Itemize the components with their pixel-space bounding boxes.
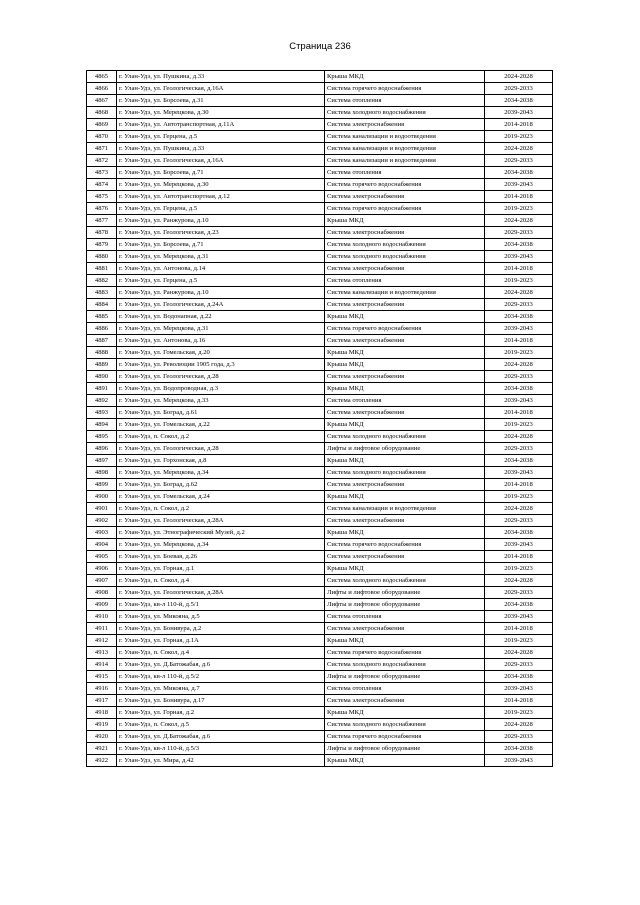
address-cell: г. Улан-Удэ, ул. Гомельская, д.20 [117,347,325,359]
table-row [87,539,553,551]
period-cell: 2014-2018 [485,407,553,419]
address-cell: г. Улан-Удэ, п. Сокол, д.2 [117,503,325,515]
period-cell: 2014-2018 [485,695,553,707]
row-number-cell: 4917 [87,695,117,707]
period-cell: 2039-2043 [485,179,553,191]
period-cell: 2029-2033 [485,371,553,383]
row-number-cell: 4874 [87,179,117,191]
period-cell: 2014-2018 [485,551,553,563]
row-number-cell: 4867 [87,95,117,107]
work-type-cell: Система отопления [325,611,485,623]
table-row [87,647,553,659]
work-type-cell: Лифты и лифтовое оборудование [325,671,485,683]
work-type-cell: Система холодного водоснабжения [325,467,485,479]
row-number-cell: 4871 [87,143,117,155]
period-cell: 2019-2023 [485,419,553,431]
row-number-cell: 4919 [87,719,117,731]
row-number-cell: 4875 [87,191,117,203]
row-number-cell: 4883 [87,287,117,299]
period-cell: 2019-2023 [485,707,553,719]
address-cell: г. Улан-Удэ, ул. Автотранспортная, д.12 [117,191,325,203]
work-type-cell: Система электроснабжения [325,695,485,707]
table-row [87,395,553,407]
page-title: Страница 236 [289,41,351,52]
period-cell: 2029-2033 [485,731,553,743]
address-cell: г. Улан-Удэ, ул. Антонова, д.16 [117,335,325,347]
table-row [87,755,553,767]
period-cell: 2034-2038 [485,743,553,755]
table-row [87,263,553,275]
period-cell: 2019-2023 [485,203,553,215]
address-cell: г. Улан-Удэ, ул. Мерецкова, д.34 [117,539,325,551]
address-cell: г. Улан-Удэ, ул. Геологическая, д.28А [117,587,325,599]
period-cell: 2039-2043 [485,539,553,551]
table-body [87,71,553,767]
row-number-cell: 4884 [87,299,117,311]
period-cell: 2034-2038 [485,95,553,107]
work-type-cell: Система отопления [325,683,485,695]
row-number-cell: 4897 [87,455,117,467]
period-cell: 2039-2043 [485,611,553,623]
row-number-cell: 4905 [87,551,117,563]
row-number-cell: 4886 [87,323,117,335]
period-cell: 2024-2028 [485,431,553,443]
row-number-cell: 4892 [87,395,117,407]
address-cell: г. Улан-Удэ, ул. Пушкина, д.33 [117,71,325,83]
work-type-cell: Крыша МКД [325,215,485,227]
address-cell: г. Улан-Удэ, ул. Боевая, д.26 [117,551,325,563]
work-type-cell: Крыша МКД [325,755,485,767]
row-number-cell: 4910 [87,611,117,623]
address-cell: г. Улан-Удэ, ул. Революции 1905 года, д.3 [117,359,325,371]
table-row [87,455,553,467]
table-row [87,719,553,731]
table-row [87,599,553,611]
address-cell: г. Улан-Удэ, п. Сокол, д.4 [117,575,325,587]
row-number-cell: 4918 [87,707,117,719]
period-cell: 2024-2028 [485,647,553,659]
period-cell: 2014-2018 [485,335,553,347]
address-cell: г. Улан-Удэ, ул. Горная, д.2 [117,707,325,719]
table-row [87,527,553,539]
work-type-cell: Лифты и лифтовое оборудование [325,587,485,599]
table-row [87,239,553,251]
address-cell: г. Улан-Удэ, ул. Ранжурова, д.10 [117,215,325,227]
table-row [87,587,553,599]
address-cell: г. Улан-Удэ, ул. Мерецкова, д.31 [117,323,325,335]
work-type-cell: Лифты и лифтовое оборудование [325,443,485,455]
address-cell: г. Улан-Удэ, ул. Ранжурова, д.10 [117,287,325,299]
row-number-cell: 4885 [87,311,117,323]
work-type-cell: Система горячего водоснабжения [325,323,485,335]
work-type-cell: Лифты и лифтовое оборудование [325,599,485,611]
work-type-cell: Система электроснабжения [325,227,485,239]
address-cell: г. Улан-Удэ, ул. Геологическая, д.24А [117,299,325,311]
work-type-cell: Система горячего водоснабжения [325,203,485,215]
table-row [87,503,553,515]
period-cell: 2034-2038 [485,455,553,467]
table-row [87,695,553,707]
address-cell: г. Улан-Удэ, ул. Пушкина, д.33 [117,143,325,155]
period-cell: 2039-2043 [485,395,553,407]
address-cell: г. Улан-Удэ, ул. Геологическая, д.28А [117,515,325,527]
table-row [87,707,553,719]
address-cell: г. Улан-Удэ, ул. Горная, д.1 [117,563,325,575]
period-cell: 2024-2028 [485,719,553,731]
table-row [87,167,553,179]
table-row [87,671,553,683]
work-type-cell: Система холодного водоснабжения [325,575,485,587]
work-type-cell: Система канализации и водоотведения [325,131,485,143]
row-number-cell: 4882 [87,275,117,287]
period-cell: 2019-2023 [485,347,553,359]
address-cell: г. Улан-Удэ, кв-л 110-й, д.5/3 [117,743,325,755]
row-number-cell: 4900 [87,491,117,503]
table-row [87,119,553,131]
period-cell: 2039-2043 [485,323,553,335]
address-cell: г. Улан-Удэ, кв-л 110-й, д.5/1 [117,599,325,611]
work-type-cell: Система холодного водоснабжения [325,431,485,443]
row-number-cell: 4914 [87,659,117,671]
work-type-cell: Крыша МКД [325,71,485,83]
period-cell: 2014-2018 [485,191,553,203]
table-row [87,155,553,167]
period-cell: 2034-2038 [485,167,553,179]
address-cell: г. Улан-Удэ, ул. Д.Батожабая, д.6 [117,731,325,743]
address-cell: г. Улан-Удэ, ул. Герцена, д.5 [117,275,325,287]
period-cell: 2034-2038 [485,671,553,683]
table-row [87,299,553,311]
table-row [87,227,553,239]
period-cell: 2024-2028 [485,359,553,371]
work-type-cell: Система холодного водоснабжения [325,659,485,671]
period-cell: 2014-2018 [485,623,553,635]
address-cell: г. Улан-Удэ, ул. Борсоева, д.71 [117,239,325,251]
period-cell: 2019-2023 [485,275,553,287]
table-row [87,431,553,443]
period-cell: 2039-2043 [485,755,553,767]
table-row [87,419,553,431]
table-row [87,443,553,455]
work-type-cell: Система электроснабжения [325,299,485,311]
work-type-cell: Система отопления [325,395,485,407]
table-row [87,611,553,623]
work-type-cell: Система канализации и водоотведения [325,503,485,515]
address-cell: г. Улан-Удэ, ул. Горхонская, д.8 [117,455,325,467]
period-cell: 2019-2023 [485,131,553,143]
period-cell: 2029-2033 [485,659,553,671]
row-number-cell: 4877 [87,215,117,227]
table-row [87,251,553,263]
table-row [87,347,553,359]
table-row [87,131,553,143]
work-type-cell: Система электроснабжения [325,335,485,347]
period-cell: 2029-2033 [485,83,553,95]
address-cell: г. Улан-Удэ, ул. Водонапная, д.22 [117,311,325,323]
period-cell: 2034-2038 [485,527,553,539]
table-row [87,479,553,491]
work-type-cell: Крыша МКД [325,707,485,719]
address-cell: г. Улан-Удэ, ул. Мерецкова, д.30 [117,179,325,191]
period-cell: 2029-2033 [485,227,553,239]
row-number-cell: 4901 [87,503,117,515]
row-number-cell: 4895 [87,431,117,443]
address-cell: г. Улан-Удэ, ул. Мерецкова, д.30 [117,107,325,119]
row-number-cell: 4906 [87,563,117,575]
work-type-cell: Система электроснабжения [325,515,485,527]
address-cell: г. Улан-Удэ, ул. Бонивура, д.17 [117,695,325,707]
address-cell: г. Улан-Удэ, ул. Автотранспортная, д.11А [117,119,325,131]
table-row [87,215,553,227]
work-type-cell: Система электроснабжения [325,119,485,131]
period-cell: 2024-2028 [485,287,553,299]
period-cell: 2024-2028 [485,215,553,227]
period-cell: 2034-2038 [485,239,553,251]
row-number-cell: 4881 [87,263,117,275]
period-cell: 2014-2018 [485,479,553,491]
period-cell: 2029-2033 [485,587,553,599]
table-row [87,743,553,755]
period-cell: 2029-2033 [485,299,553,311]
work-type-cell: Крыша МКД [325,635,485,647]
work-type-cell: Крыша МКД [325,347,485,359]
address-cell: г. Улан-Удэ, ул. Мира, д.42 [117,755,325,767]
period-cell: 2024-2028 [485,71,553,83]
work-type-cell: Система отопления [325,275,485,287]
work-type-cell: Система электроснабжения [325,551,485,563]
address-cell: г. Улан-Удэ, ул. Микояна, д.7 [117,683,325,695]
period-cell: 2024-2028 [485,503,553,515]
table-row [87,659,553,671]
row-number-cell: 4920 [87,731,117,743]
row-number-cell: 4902 [87,515,117,527]
work-type-cell: Система канализации и водоотведения [325,287,485,299]
address-cell: г. Улан-Удэ, ул. Боград, д.62 [117,479,325,491]
period-cell: 2039-2043 [485,683,553,695]
row-number-cell: 4921 [87,743,117,755]
row-number-cell: 4872 [87,155,117,167]
row-number-cell: 4880 [87,251,117,263]
work-type-cell: Крыша МКД [325,311,485,323]
work-type-cell: Крыша МКД [325,383,485,395]
table-row [87,311,553,323]
table-row [87,683,553,695]
period-cell: 2029-2033 [485,515,553,527]
address-cell: г. Улан-Удэ, ул. Мерецкова, д.33 [117,395,325,407]
table-row [87,95,553,107]
period-cell: 2019-2023 [485,563,553,575]
period-cell: 2014-2018 [485,119,553,131]
address-cell: г. Улан-Удэ, ул. Геологическая, д.16А [117,83,325,95]
work-type-cell: Система электроснабжения [325,407,485,419]
table-row [87,323,553,335]
work-type-cell: Система холодного водоснабжения [325,107,485,119]
address-cell: г. Улан-Удэ, ул. Борсоева, д.71 [117,167,325,179]
table-row [87,275,553,287]
row-number-cell: 4899 [87,479,117,491]
period-cell: 2039-2043 [485,251,553,263]
address-cell: г. Улан-Удэ, ул. Боград, д.61 [117,407,325,419]
table-row [87,71,553,83]
period-cell: 2024-2028 [485,143,553,155]
row-number-cell: 4887 [87,335,117,347]
address-cell: г. Улан-Удэ, ул. Герцена, д.5 [117,131,325,143]
table-row [87,383,553,395]
work-type-cell: Лифты и лифтовое оборудование [325,743,485,755]
address-cell: г. Улан-Удэ, кв-л 110-й, д.5/2 [117,671,325,683]
table-row [87,407,553,419]
row-number-cell: 4878 [87,227,117,239]
table-row [87,287,553,299]
row-number-cell: 4866 [87,83,117,95]
table-row [87,635,553,647]
row-number-cell: 4916 [87,683,117,695]
address-cell: г. Улан-Удэ, п. Сокол, д.5 [117,719,325,731]
address-cell: г. Улан-Удэ, ул. Мерецкова, д.34 [117,467,325,479]
work-type-cell: Система электроснабжения [325,191,485,203]
row-number-cell: 4903 [87,527,117,539]
table-row [87,551,553,563]
work-type-cell: Система канализации и водоотведения [325,143,485,155]
table-row [87,359,553,371]
address-cell: г. Улан-Удэ, ул. Гомельская, д.22 [117,419,325,431]
row-number-cell: 4870 [87,131,117,143]
period-cell: 2019-2023 [485,635,553,647]
row-number-cell: 4865 [87,71,117,83]
table-row [87,575,553,587]
address-cell: г. Улан-Удэ, ул. Микояна, д.5 [117,611,325,623]
table-row [87,335,553,347]
address-cell: г. Улан-Удэ, ул. Мерецкова, д.31 [117,251,325,263]
table-row [87,731,553,743]
row-number-cell: 4908 [87,587,117,599]
address-cell: г. Улан-Удэ, ул. Борсоева, д.31 [117,95,325,107]
row-number-cell: 4912 [87,635,117,647]
row-number-cell: 4879 [87,239,117,251]
row-number-cell: 4911 [87,623,117,635]
work-type-cell: Крыша МКД [325,419,485,431]
work-type-cell: Система холодного водоснабжения [325,719,485,731]
address-cell: г. Улан-Удэ, ул. Геологическая, д.23 [117,227,325,239]
table-row [87,143,553,155]
row-number-cell: 4876 [87,203,117,215]
work-type-cell: Крыша МКД [325,359,485,371]
row-number-cell: 4890 [87,371,117,383]
work-type-cell: Система горячего водоснабжения [325,647,485,659]
period-cell: 2019-2023 [485,491,553,503]
address-cell: г. Улан-Удэ, ул. Геологическая, д.28 [117,371,325,383]
work-type-cell: Система электроснабжения [325,263,485,275]
work-type-cell: Система горячего водоснабжения [325,539,485,551]
row-number-cell: 4915 [87,671,117,683]
row-number-cell: 4891 [87,383,117,395]
work-type-cell: Крыша МКД [325,563,485,575]
address-cell: г. Улан-Удэ, ул. Водопроводная, д.3 [117,383,325,395]
address-cell: г. Улан-Удэ, ул. Антонова, д.14 [117,263,325,275]
row-number-cell: 4913 [87,647,117,659]
table-row [87,623,553,635]
address-cell: г. Улан-Удэ, п. Сокол, д.4 [117,647,325,659]
row-number-cell: 4898 [87,467,117,479]
work-type-cell: Система электроснабжения [325,623,485,635]
row-number-cell: 4889 [87,359,117,371]
period-cell: 2029-2033 [485,443,553,455]
period-cell: 2039-2043 [485,467,553,479]
table-row [87,371,553,383]
work-type-cell: Система отопления [325,167,485,179]
row-number-cell: 4873 [87,167,117,179]
row-number-cell: 4909 [87,599,117,611]
work-type-cell: Система холодного водоснабжения [325,239,485,251]
table-row [87,179,553,191]
address-cell: г. Улан-Удэ, ул. Д.Батожабая, д.6 [117,659,325,671]
work-type-cell: Система электроснабжения [325,479,485,491]
row-number-cell: 4907 [87,575,117,587]
address-cell: г. Улан-Удэ, ул. Бонивура, д.2 [117,623,325,635]
work-type-cell: Крыша МКД [325,455,485,467]
table-row [87,191,553,203]
row-number-cell: 4904 [87,539,117,551]
period-cell: 2029-2033 [485,155,553,167]
period-cell: 2014-2018 [485,263,553,275]
address-cell: г. Улан-Удэ, ул. Гомельская, д.24 [117,491,325,503]
work-type-cell: Система отопления [325,95,485,107]
row-number-cell: 4869 [87,119,117,131]
work-type-cell: Система канализации и водоотведения [325,155,485,167]
period-cell: 2034-2038 [485,383,553,395]
work-type-cell: Система горячего водоснабжения [325,179,485,191]
address-cell: г. Улан-Удэ, ул. Горная, д.1А [117,635,325,647]
period-cell: 2034-2038 [485,311,553,323]
row-number-cell: 4894 [87,419,117,431]
table-row [87,83,553,95]
period-cell: 2034-2038 [485,599,553,611]
work-type-cell: Система электроснабжения [325,371,485,383]
row-number-cell: 4922 [87,755,117,767]
table-row [87,491,553,503]
period-cell: 2024-2028 [485,575,553,587]
work-type-cell: Крыша МКД [325,527,485,539]
address-cell: г. Улан-Удэ, ул. Этнографический Музей, д.2 [117,527,325,539]
data-table [86,70,553,767]
table-row [87,107,553,119]
row-number-cell: 4888 [87,347,117,359]
work-type-cell: Крыша МКД [325,491,485,503]
table-row [87,563,553,575]
period-cell: 2039-2043 [485,107,553,119]
work-type-cell: Система горячего водоснабжения [325,83,485,95]
address-cell: г. Улан-Удэ, п. Сокол, д.2 [117,431,325,443]
work-type-cell: Система холодного водоснабжения [325,251,485,263]
row-number-cell: 4868 [87,107,117,119]
row-number-cell: 4893 [87,407,117,419]
address-cell: г. Улан-Удэ, ул. Герцена, д.5 [117,203,325,215]
work-type-cell: Система горячего водоснабжения [325,731,485,743]
address-cell: г. Улан-Удэ, ул. Геологическая, д.28 [117,443,325,455]
table-row [87,203,553,215]
row-number-cell: 4896 [87,443,117,455]
table-row [87,515,553,527]
table-container [86,70,552,767]
address-cell: г. Улан-Удэ, ул. Геологическая, д.16А [117,155,325,167]
table-row [87,467,553,479]
